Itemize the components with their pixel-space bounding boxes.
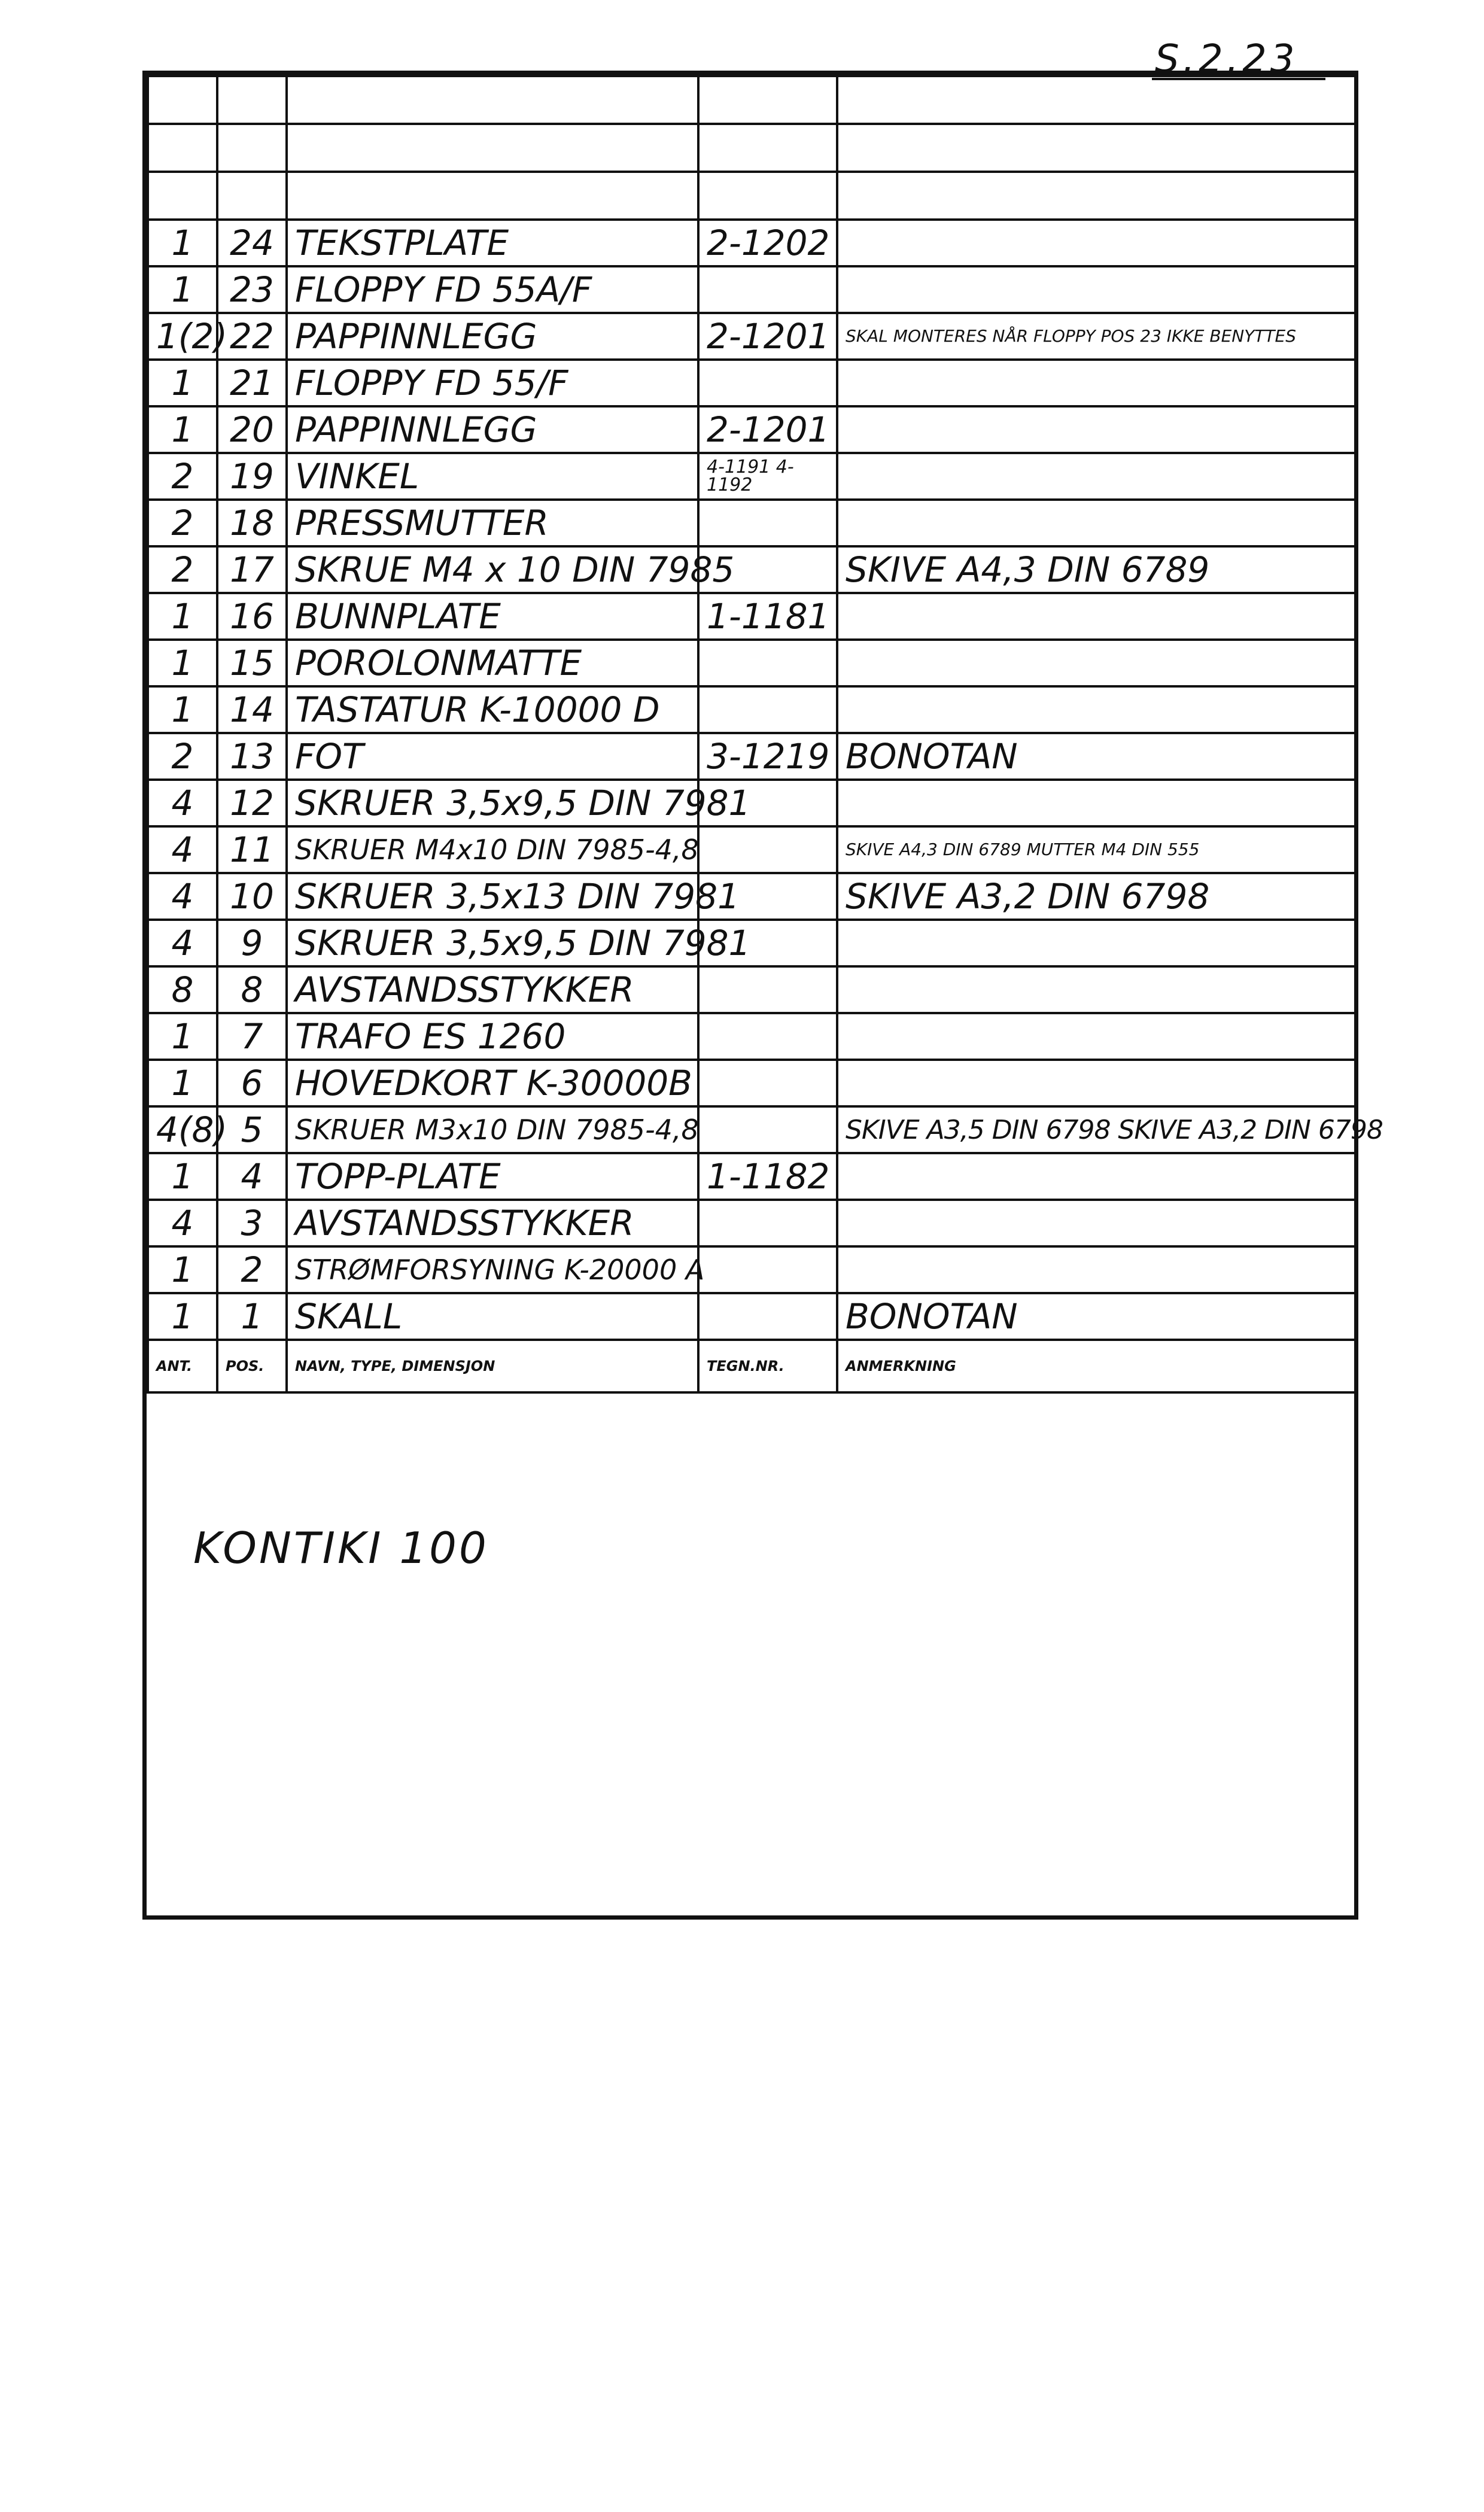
cell-remark bbox=[837, 1200, 1355, 1246]
cell-quantity: 1(2) bbox=[148, 313, 217, 360]
cell-remark: SKAL MONTERES NÅR FLOPPY POS 23 IKKE BENYTTES bbox=[837, 313, 1355, 360]
cell-position: 11 bbox=[217, 826, 287, 873]
cell-position: 6 bbox=[217, 1060, 287, 1106]
empty-row bbox=[148, 172, 1355, 220]
cell-remark bbox=[837, 1013, 1355, 1060]
cell-drawing-number bbox=[698, 1200, 837, 1246]
cell-position: 2 bbox=[217, 1246, 287, 1293]
cell-drawing-number bbox=[698, 966, 837, 1013]
cell-name: FLOPPY FD 55/F bbox=[287, 360, 698, 406]
cell-position: 15 bbox=[217, 640, 287, 686]
cell-remark bbox=[837, 1153, 1355, 1200]
cell-position: 13 bbox=[217, 733, 287, 780]
cell-remark bbox=[837, 500, 1355, 546]
cell-drawing-number: 1-1182 bbox=[698, 1153, 837, 1200]
cell-quantity: 1 bbox=[148, 1060, 217, 1106]
cell-quantity: 4 bbox=[148, 1200, 217, 1246]
cell-quantity: 1 bbox=[148, 220, 217, 266]
page-reference: S.2.23 bbox=[1155, 37, 1298, 81]
cell-name: PAPPINNLEGG bbox=[287, 406, 698, 453]
parts-row bbox=[148, 640, 1355, 686]
cell-name: SKRUER M3x10 DIN 7985-4,8 bbox=[287, 1106, 698, 1153]
cell-quantity: 4(8) bbox=[148, 1106, 217, 1153]
cell-drawing-number: 2-1201 bbox=[698, 313, 837, 360]
parts-row bbox=[148, 1246, 1355, 1293]
cell-position: 20 bbox=[217, 406, 287, 453]
cell-drawing-number: 4-1191 4-1192 bbox=[698, 453, 837, 500]
cell-quantity: 4 bbox=[148, 826, 217, 873]
cell-drawing-number: 1-1181 bbox=[698, 593, 837, 640]
cell-name: STRØMFORSYNING K-20000 A bbox=[287, 1246, 698, 1293]
parts-row bbox=[148, 1013, 1355, 1060]
parts-row bbox=[148, 1106, 1355, 1153]
cell-remark bbox=[837, 966, 1355, 1013]
title-block bbox=[147, 1499, 1354, 1915]
cell-quantity: 4 bbox=[148, 780, 217, 826]
empty-row bbox=[148, 124, 1355, 172]
header-ant: ANT. bbox=[148, 1340, 217, 1392]
header-name: NAVN, TYPE, DIMENSJON bbox=[287, 1340, 698, 1392]
cell-drawing-number bbox=[698, 1293, 837, 1340]
cell-remark bbox=[837, 920, 1355, 966]
cell-remark: SKIVE A4,3 DIN 6789 bbox=[837, 546, 1355, 593]
cell-name: TEKSTPLATE bbox=[287, 220, 698, 266]
parts-row bbox=[148, 1200, 1355, 1246]
parts-row bbox=[148, 873, 1355, 920]
parts-row bbox=[148, 733, 1355, 780]
cell-remark bbox=[837, 686, 1355, 733]
parts-row bbox=[148, 220, 1355, 266]
cell-remark: SKIVE A3,2 DIN 6798 bbox=[837, 873, 1355, 920]
cell-position: 17 bbox=[217, 546, 287, 593]
cell-name: HOVEDKORT K-30000B bbox=[287, 1060, 698, 1106]
cell-position: 8 bbox=[217, 966, 287, 1013]
cell-drawing-number bbox=[698, 826, 837, 873]
cell-name: FLOPPY FD 55A/F bbox=[287, 266, 698, 313]
cell-name: SKRUER 3,5x9,5 DIN 7981 bbox=[287, 920, 698, 966]
product-title: KONTIKI 100 bbox=[193, 1523, 489, 1573]
cell-remark bbox=[837, 360, 1355, 406]
cell-quantity: 1 bbox=[148, 1246, 217, 1293]
cell-quantity: 1 bbox=[148, 406, 217, 453]
cell-name: AVSTANDSSTYKKER bbox=[287, 1200, 698, 1246]
cell-remark bbox=[837, 1246, 1355, 1293]
cell-remark bbox=[837, 406, 1355, 453]
cell-position: 23 bbox=[217, 266, 287, 313]
cell-quantity: 1 bbox=[148, 1153, 217, 1200]
parts-row bbox=[148, 313, 1355, 360]
cell-name: VINKEL bbox=[287, 453, 698, 500]
cell-quantity: 1 bbox=[148, 593, 217, 640]
header-anm: ANMERKNING bbox=[837, 1340, 1355, 1392]
cell-drawing-number bbox=[698, 1106, 837, 1153]
cell-position: 19 bbox=[217, 453, 287, 500]
cell-drawing-number bbox=[698, 1246, 837, 1293]
parts-row bbox=[148, 266, 1355, 313]
cell-drawing-number bbox=[698, 360, 837, 406]
parts-row bbox=[148, 1293, 1355, 1340]
cell-remark: SKIVE A4,3 DIN 6789 MUTTER M4 DIN 555 bbox=[837, 826, 1355, 873]
column-header-row bbox=[148, 1340, 1355, 1392]
cell-quantity: 4 bbox=[148, 920, 217, 966]
cell-position: 4 bbox=[217, 1153, 287, 1200]
cell-name: SKRUE M4 x 10 DIN 7985 bbox=[287, 546, 698, 593]
parts-row bbox=[148, 360, 1355, 406]
cell-name: FOT bbox=[287, 733, 698, 780]
cell-remark: BONOTAN bbox=[837, 733, 1355, 780]
cell-name: SKRUER 3,5x9,5 DIN 7981 bbox=[287, 780, 698, 826]
cell-drawing-number bbox=[698, 686, 837, 733]
parts-row bbox=[148, 920, 1355, 966]
header-pos: POS. bbox=[217, 1340, 287, 1392]
parts-row bbox=[148, 1060, 1355, 1106]
cell-quantity: 8 bbox=[148, 966, 217, 1013]
parts-row bbox=[148, 406, 1355, 453]
parts-list-sheet bbox=[142, 71, 1383, 1920]
cell-drawing-number bbox=[698, 640, 837, 686]
header-tegn: TEGN.NR. bbox=[698, 1340, 837, 1392]
cell-drawing-number: 3-1219 bbox=[698, 733, 837, 780]
cell-name: TRAFO ES 1260 bbox=[287, 1013, 698, 1060]
parts-row bbox=[148, 500, 1355, 546]
empty-row bbox=[148, 76, 1355, 124]
cell-remark bbox=[837, 780, 1355, 826]
cell-name: TASTATUR K-10000 D bbox=[287, 686, 698, 733]
cell-name: PAPPINNLEGG bbox=[287, 313, 698, 360]
parts-row bbox=[148, 780, 1355, 826]
cell-remark bbox=[837, 593, 1355, 640]
cell-quantity: 1 bbox=[148, 640, 217, 686]
cell-remark bbox=[837, 640, 1355, 686]
parts-row bbox=[148, 686, 1355, 733]
cell-position: 21 bbox=[217, 360, 287, 406]
cell-name: BUNNPLATE bbox=[287, 593, 698, 640]
cell-name: SKRUER M4x10 DIN 7985-4,8 bbox=[287, 826, 698, 873]
cell-position: 16 bbox=[217, 593, 287, 640]
cell-quantity: 1 bbox=[148, 1013, 217, 1060]
parts-row bbox=[148, 593, 1355, 640]
cell-drawing-number bbox=[698, 500, 837, 546]
cell-position: 24 bbox=[217, 220, 287, 266]
parts-table bbox=[147, 75, 1383, 1394]
cell-position: 12 bbox=[217, 780, 287, 826]
cell-drawing-number bbox=[698, 1013, 837, 1060]
cell-quantity: 4 bbox=[148, 873, 217, 920]
cell-quantity: 1 bbox=[148, 266, 217, 313]
cell-position: 5 bbox=[217, 1106, 287, 1153]
parts-row bbox=[148, 453, 1355, 500]
parts-row bbox=[148, 966, 1355, 1013]
cell-position: 1 bbox=[217, 1293, 287, 1340]
cell-name: SKALL bbox=[287, 1293, 698, 1340]
cell-remark bbox=[837, 1060, 1355, 1106]
cell-position: 10 bbox=[217, 873, 287, 920]
cell-remark: SKIVE A3,5 DIN 6798 SKIVE A3,2 DIN 6798 bbox=[837, 1106, 1355, 1153]
cell-position: 14 bbox=[217, 686, 287, 733]
cell-drawing-number bbox=[698, 266, 837, 313]
cell-drawing-number bbox=[698, 1060, 837, 1106]
cell-quantity: 1 bbox=[148, 1293, 217, 1340]
cell-name: AVSTANDSSTYKKER bbox=[287, 966, 698, 1013]
cell-quantity: 1 bbox=[148, 686, 217, 733]
cell-remark: BONOTAN bbox=[837, 1293, 1355, 1340]
cell-name: TOPP-PLATE bbox=[287, 1153, 698, 1200]
cell-remark bbox=[837, 266, 1355, 313]
cell-name: POROLONMATTE bbox=[287, 640, 698, 686]
cell-position: 22 bbox=[217, 313, 287, 360]
cell-drawing-number: 2-1202 bbox=[698, 220, 837, 266]
cell-remark bbox=[837, 220, 1355, 266]
cell-position: 9 bbox=[217, 920, 287, 966]
cell-quantity: 2 bbox=[148, 733, 217, 780]
cell-drawing-number: 2-1201 bbox=[698, 406, 837, 453]
cell-quantity: 1 bbox=[148, 360, 217, 406]
cell-name: SKRUER 3,5x13 DIN 7981 bbox=[287, 873, 698, 920]
cell-position: 7 bbox=[217, 1013, 287, 1060]
cell-position: 3 bbox=[217, 1200, 287, 1246]
cell-quantity: 2 bbox=[148, 453, 217, 500]
parts-row bbox=[148, 826, 1355, 873]
cell-quantity: 2 bbox=[148, 500, 217, 546]
cell-quantity: 2 bbox=[148, 546, 217, 593]
cell-remark bbox=[837, 453, 1355, 500]
cell-name: PRESSMUTTER bbox=[287, 500, 698, 546]
parts-row bbox=[148, 1153, 1355, 1200]
cell-position: 18 bbox=[217, 500, 287, 546]
parts-row bbox=[148, 546, 1355, 593]
